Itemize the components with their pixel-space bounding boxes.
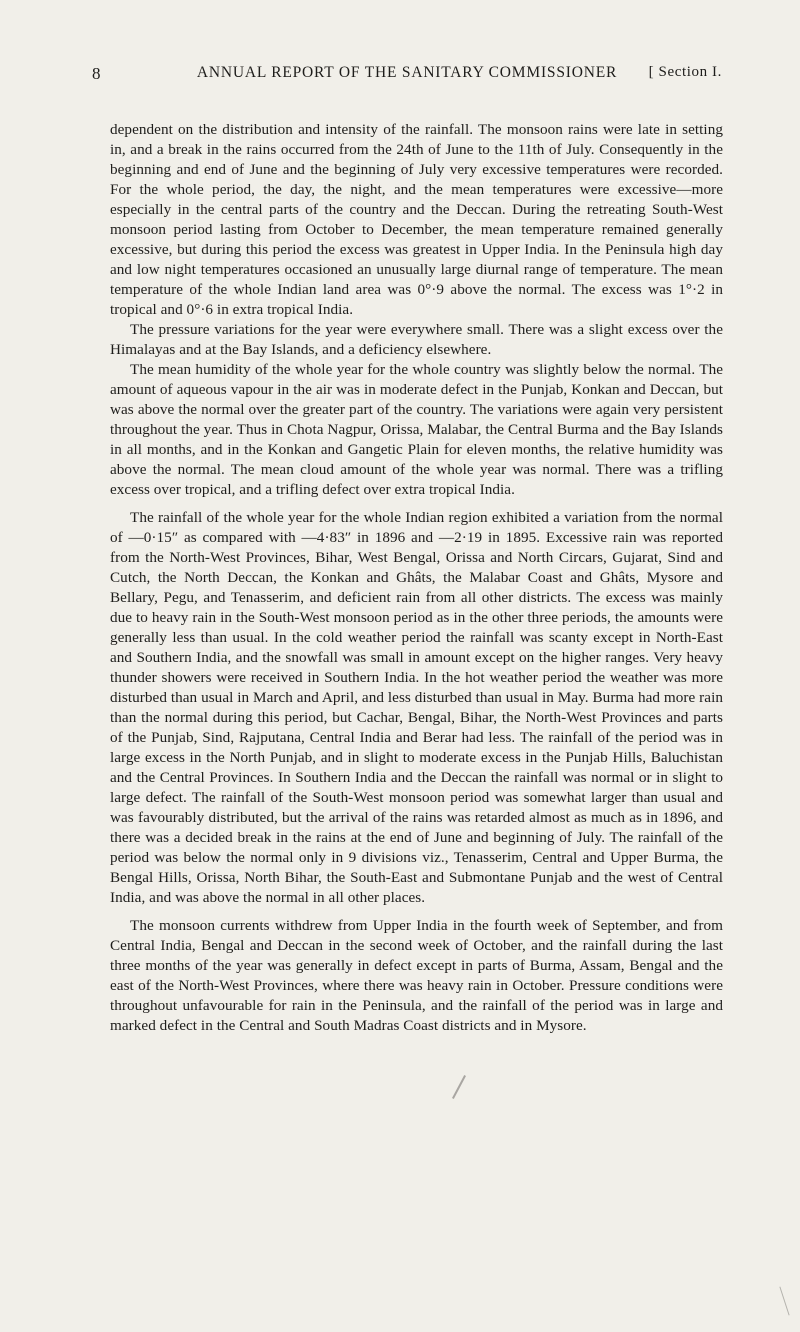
edge-mark <box>779 1287 789 1316</box>
report-title: ANNUAL REPORT OF THE SANITARY COMMISSIONER <box>196 64 618 81</box>
paragraph-pressure: The pressure variations for the year were everywhere small. There was a slight excess over the Himalayas and at the Bay Islands, and a deficiency elsewhere. <box>110 321 723 358</box>
paragraph-monsoon-withdrawal: The monsoon currents withdrew from Upper India in the fourth week of September, and from Central India, Bengal and Deccan in the second week of October, and the rainfall during the last three months of the year was generally in defect except in parts of Burma, Assam, Bengal and the east of the North-West Provinces, where there was heavy rain in October. Pressure conditions were throughout unfavourable for rain in the Peninsula, and the rainfall of the period was in large and marked defect in the Central and South Madras Coast districts and in Mysore. <box>110 917 723 1034</box>
page-number: 8 <box>92 64 102 83</box>
report-body <box>110 120 723 1036</box>
paragraph-temperature: dependent on the distribution and intensity of the rainfall. The monsoon rains were late in setting in, and a break in the rains occurred from the 24th of June to the 11th of July. Consequently in the beginning and end of June and the beginning of July very excessive temperatures were recorded. For the whole period, the day, the night, and the mean temperatures were excessive—more especially in the central parts of the country and the Deccan. During the retreating South-West monsoon period lasting from October to December, the mean temperature remained generally excessive, but during this period the excess was greatest in Upper India. In the Peninsula high day and low night temperatures occasioned an unusually large diurnal range of temperature. The mean temperature of the whole Indian land area was 0°·9 above the normal. The excess was 1°·2 in tropical and 0°·6 in extra tropical India. <box>110 121 723 318</box>
paragraph-rainfall: The rainfall of the whole year for the whole Indian region exhibited a variation from the normal of —0·15″ as compared with —4·83″ in 1896 and —2·19 in 1895. Excessive rain was reported from the North-West Provinces, Bihar, West Bengal, Orissa and North Circars, Gujarat, Sind and Cutch, the North Deccan, the Konkan and Ghâts, the Malabar Coast and Ghâts, Mysore and Bellary, Pegu, and Tenasserim, and deficient rain from all other districts. The excess was mainly due to heavy rain in the South-West monsoon period as in the other three periods, the amounts were generally less than usual. In the cold weather period the rainfall was scanty except in North-East and Southern India, and the snowfall was small in amount except on the higher ranges. Very heavy thunder showers were received in Southern India. In the hot weather period the weather was more disturbed than usual in March and April, and less disturbed than usual in May. Burma had more rain than the normal during this period, but Cachar, Bengal, Bihar, the North-West Provinces and parts of the Punjab, Sind, Rajputana, Central India and Berar had less. The rainfall of the period was in large excess in the North Punjab, and in slight to moderate excess in the Punjab Hills, Baluchistan and the Central Provinces. In Southern India and the Deccan the rainfall was normal or in slight to large defect. The rainfall of the South-West monsoon period was somewhat larger than usual and was favourably distributed, but the arrival of the rains was retarded almost as much as in 1896, and there was a decided break in the rains at the end of June and beginning of July. The rainfall of the period was below the normal only in 9 divisions viz., Tenasserim, Central and Upper Burma, the Bengal Hills, Orissa, North Bihar, the South-East and Submontane Punjab and the west of Central India, and was above the normal in all other places. <box>110 509 723 906</box>
section-label: [ Section I. <box>648 64 722 80</box>
paragraph-humidity: The mean humidity of the whole year for the whole country was slightly below the normal. The amount of aqueous vapour in the air was in moderate defect in the Punjab, Konkan and Deccan, but was above the normal over the greater part of the country. The variations were again very persistent throughout the year. Thus in Chota Nagpur, Orissa, Malabar, the Central Burma and the Bay Islands in all months, and in the Konkan and Gangetic Plain for eleven months, the relative humidity was above the normal. The mean cloud amount of the whole year was normal. There was a trifling excess over tropical, and a trifling defect over extra tropical India. <box>110 361 723 498</box>
pencil-mark <box>452 1075 466 1099</box>
running-header <box>92 64 722 88</box>
